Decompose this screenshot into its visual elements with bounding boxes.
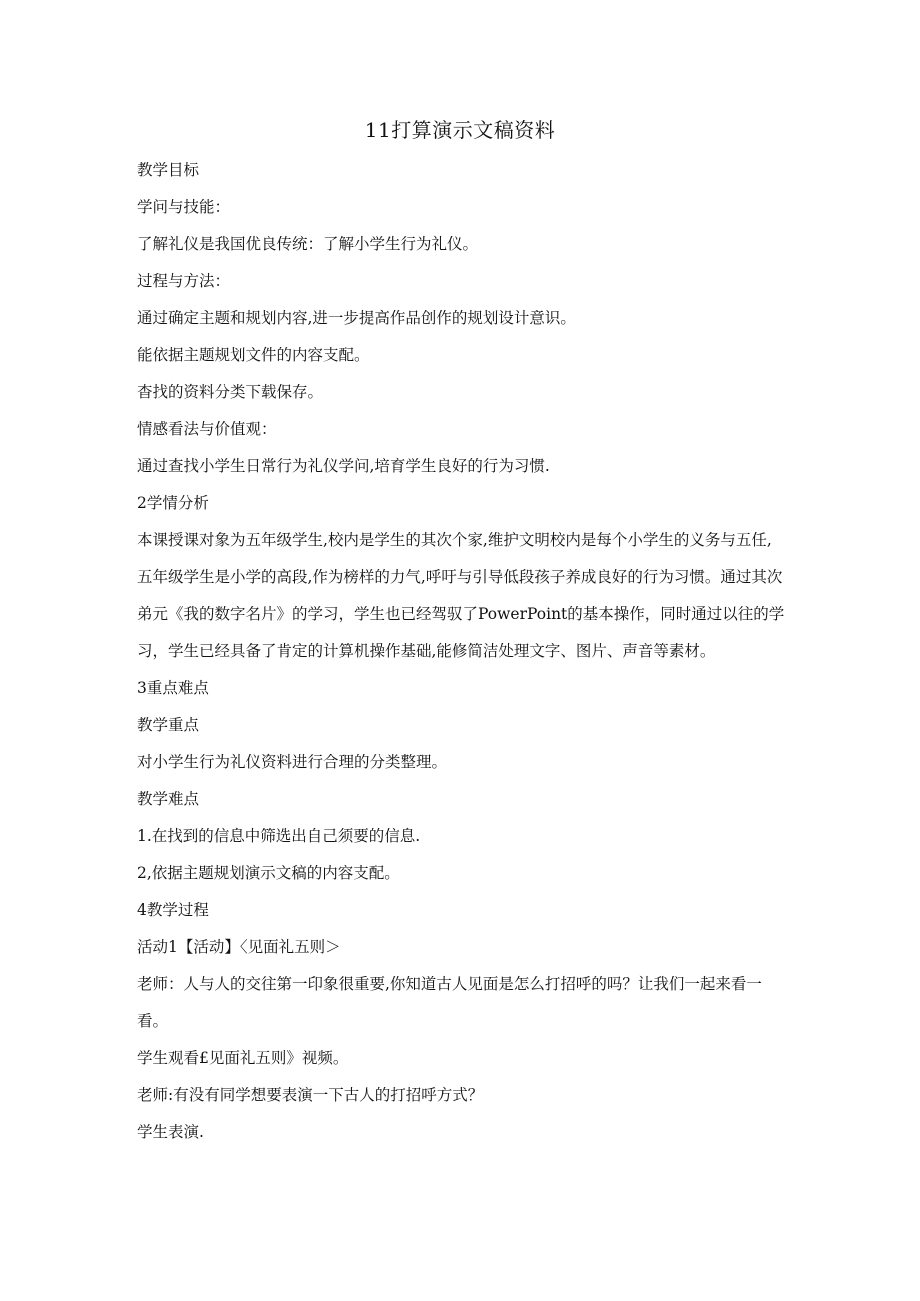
subheading-attitude-values: 情感看法与价值观： <box>137 420 277 438</box>
subheading-key-points: 教学重点 <box>137 716 200 734</box>
paragraph: 对小学生行为礼仪资料进行合理的分类整理。 <box>137 753 448 771</box>
paragraph-teacher-dialogue: 老师：人与人的交往第一印象很重要,你知道古人见面是怎么打招呼的吗？让我们一起来看一看。 <box>137 975 762 1030</box>
paragraph: 通过查找小学生日常行为礼仪学问,培育学生良好的行为习惯. <box>137 457 550 475</box>
heading-key-difficulties: 3重点难点 <box>137 679 209 697</box>
heading-learning-analysis: 2学情分析 <box>137 494 209 512</box>
list-item: 1.在找到的信息中筛选出自己须要的信息. <box>137 827 421 845</box>
list-item: 2,依据主题规划演示文稿的内容支配。 <box>137 864 400 882</box>
paragraph: 学生表演. <box>137 1123 204 1141</box>
paragraph: 杳找的资料分类下载保存。 <box>137 383 324 401</box>
paragraph: 学生观看£见面礼五则》视频。 <box>137 1049 349 1067</box>
paragraph: 通过确定主题和规划内容,进一步提高作品创作的规划设计意识。 <box>137 309 576 327</box>
paragraph: 了解礼仪是我国优良传统：了解小学生行为礼仪。 <box>137 235 479 253</box>
activity-heading: 活动1【活动】〈见面礼五则＞ <box>137 938 341 956</box>
document-title: 11打算演示文稿资料 <box>364 118 556 142</box>
subheading-knowledge-skills: 学问与技能： <box>137 198 231 216</box>
paragraph-learning-analysis: 本课授课对象为五年级学生,校内是学生的其次个家,维护文明校内是每个小学生的义务与五任,五年级学生是小学的高段,作为榜样的力气,呼吁与引导低段孩子养成良好的行为习惯。通过其次弟元《我的数字名片》的学习，学生也已经驾驭了PowerPoint的基本操作，同时通过以往的学习，学生已经具备了肯定的计算机操作基础,能修简洁处理文字、图片、声音等素材。 <box>137 531 785 660</box>
paragraph-teacher-dialogue: 老师:有没有同学想要表演一下古人的打招呼方式？ <box>137 1086 484 1104</box>
paragraph: 能依据主题规划文件的内容支配。 <box>137 346 370 364</box>
subheading-process-method: 过程与方法： <box>137 272 231 290</box>
subheading-difficulties: 教学难点 <box>137 790 200 808</box>
heading-teaching-goals: 教学目标 <box>137 161 200 179</box>
heading-teaching-process: 4教学过程 <box>137 901 209 919</box>
document-body <box>137 152 787 1151</box>
